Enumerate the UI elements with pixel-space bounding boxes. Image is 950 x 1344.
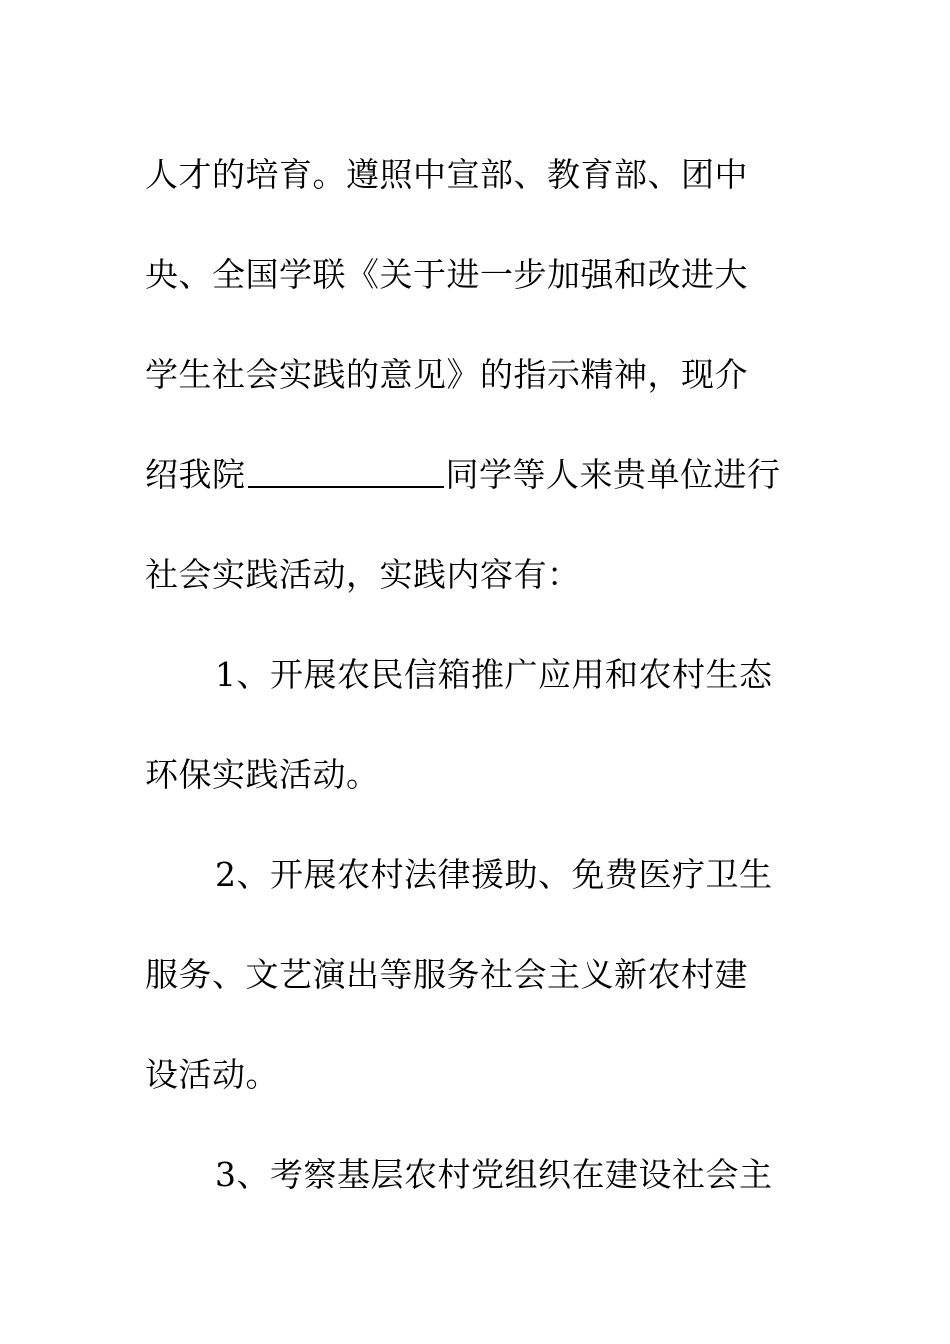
text-line: 设活动。 <box>145 1055 279 1094</box>
text-line: 央、全国学联《关于进一步加强和改进大 <box>145 255 748 294</box>
text-line: 学生社会实践的意见》的指示精神，现介 <box>145 355 748 394</box>
list-item-3: 3、考察基层农村党组织在建设社会主 <box>215 1155 773 1194</box>
list-item-2: 2、开展农村法律援助、免费医疗卫生 <box>215 855 773 894</box>
text-line-with-blank <box>145 425 805 525</box>
text-line: 人才的培育。遵照中宣部、教育部、团中 <box>145 155 748 194</box>
text-after-blank: 同学等人来贵单位进行 <box>445 455 781 494</box>
fill-in-blank <box>248 450 444 488</box>
text-line: 服务、文艺演出等服务社会主义新农村建 <box>145 955 748 994</box>
text-line: 社会实践活动，实践内容有： <box>145 555 581 594</box>
list-item-1: 1、开展农民信箱推广应用和农村生态 <box>215 655 773 694</box>
document-body <box>145 125 805 1225</box>
text-line: 环保实践活动。 <box>145 755 380 794</box>
text-before-blank: 绍我院 <box>145 455 246 494</box>
